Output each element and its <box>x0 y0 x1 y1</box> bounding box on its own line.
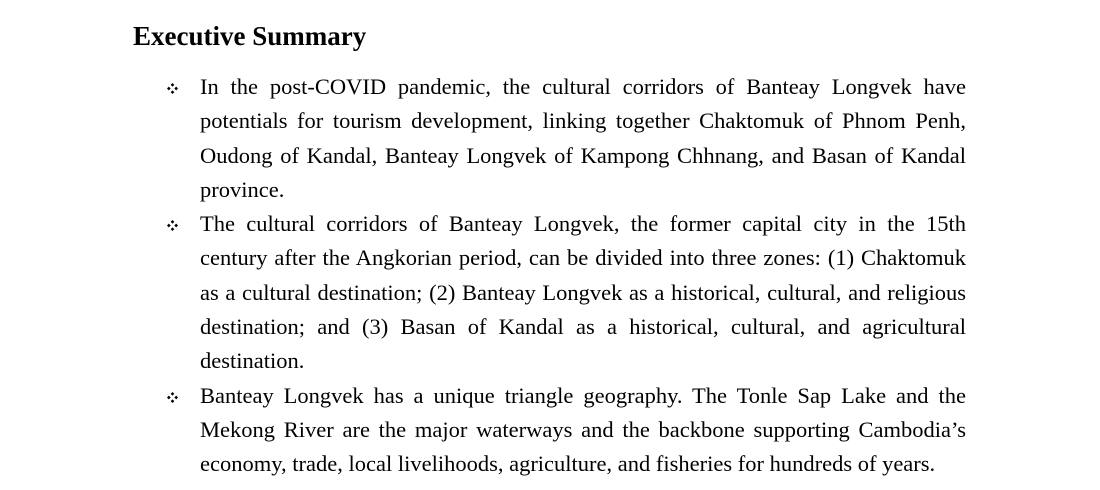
four-diamond-bullet-icon <box>165 207 181 241</box>
bullet-item <box>165 379 966 482</box>
four-diamond-bullet-icon <box>165 379 181 413</box>
bullet-text: In the post-COVID pandemic, the cultural corridors of Banteay Longvek have potentials for tourism development, linking together Chaktomuk of Phnom Penh, Oudong of Kandal, Banteay Longvek of Kampong Chhnang, and Basan of Kandal province. <box>200 74 966 202</box>
bullet-list <box>165 70 966 482</box>
bullet-item <box>165 70 966 207</box>
bullet-item <box>165 207 966 378</box>
bullet-text: Banteay Longvek has a unique triangle geography. The Tonle Sap Lake and the Mekong River are the major waterways and the backbone supporting Cambodia’s economy, trade, local livelihoods, agriculture, and fisheries for hundreds of years. <box>200 382 966 477</box>
section-heading: Executive Summary <box>133 21 367 51</box>
bullet-text: The cultural corridors of Banteay Longvek, the former capital city in the 15th century after the Angkorian period, can be divided into three zones: (1) Chaktomuk as a cultural destination; (2) Banteay Longvek as a historical, cultural, and religious destination; and (3) Basan of Kandal as a historical, cultural, and agricultural destination. <box>200 211 966 374</box>
four-diamond-bullet-icon <box>165 70 181 104</box>
